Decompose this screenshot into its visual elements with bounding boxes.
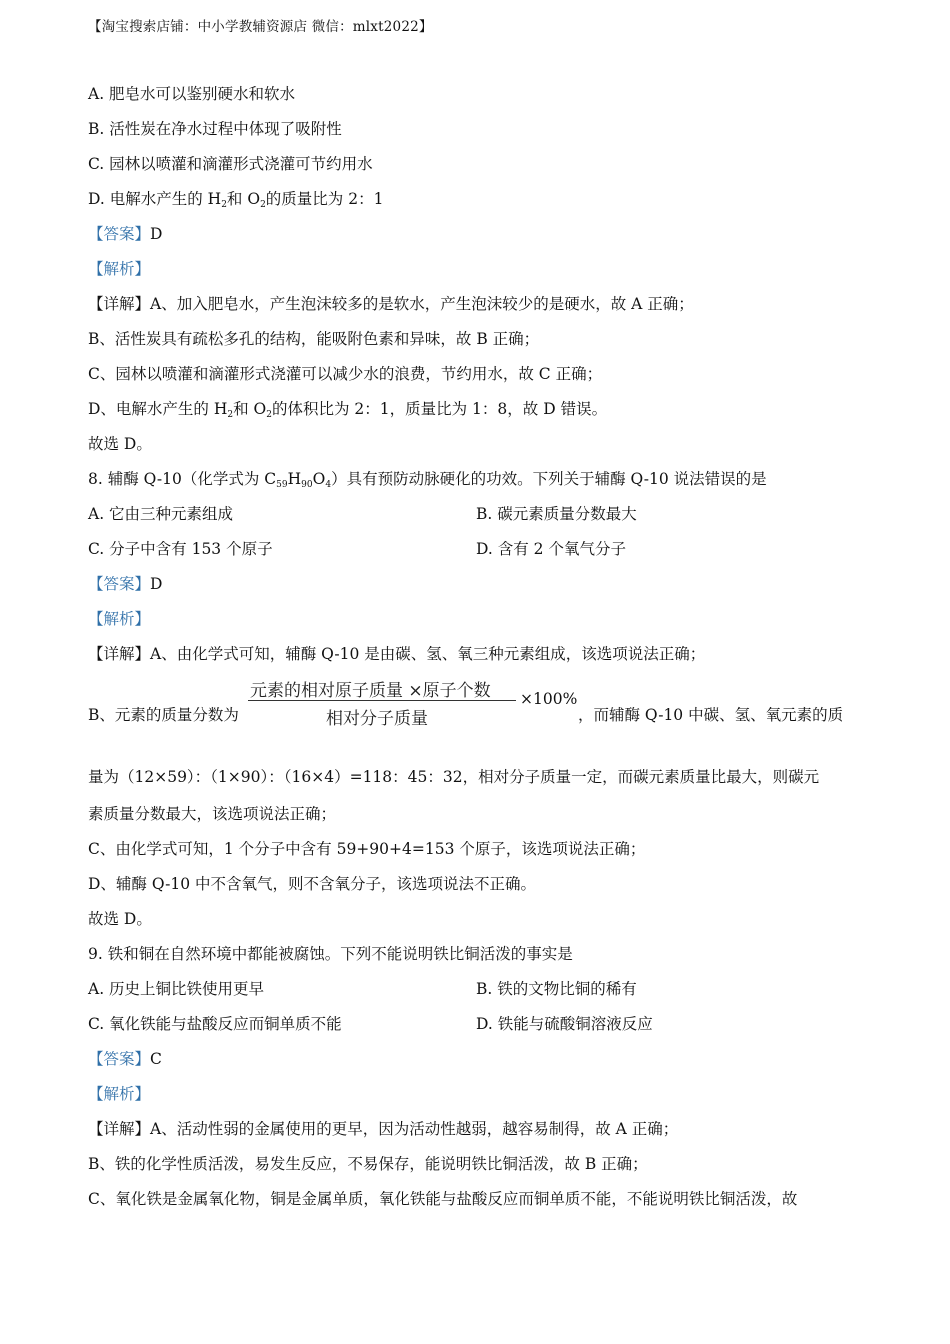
- page-header: 【淘宝搜索店铺：中小学教辅资源店 微信：mlxt2022】: [88, 19, 433, 35]
- q9-detail-b: B、铁的化学性质活泼，易发生反应，不易保存，能说明铁比铜活泼，故 B 正确；: [88, 1155, 648, 1173]
- q8-detail-b-cont1: 量为（12×59）：（1×90）：（16×4）=118：45：32，相对分子质量一定，而碳元素质量比最大，则碳元: [88, 768, 820, 786]
- q7-option-c: C. 园林以喷灌和滴灌形式浇灌可节约用水: [88, 155, 373, 173]
- q9-option-b: B. 铁的文物比铜的稀有: [476, 980, 637, 998]
- q8-detail-c: C、由化学式可知，1 个分子中含有 59+90+4=153 个原子，该选项说法正确；: [88, 840, 646, 858]
- q7-conclusion: 故选 D。: [88, 435, 152, 453]
- q9-option-a: A. 历史上铜比铁使用更早: [88, 980, 265, 998]
- q9-analysis-tag: 【解析】: [88, 1085, 151, 1103]
- q7-detail-a: 【详解】A、加入肥皂水，产生泡沫较多的是软水，产生泡沫较少的是硬水，故 A 正确；: [88, 295, 694, 313]
- q8-analysis-tag: 【解析】: [88, 610, 151, 628]
- q7-option-b: B. 活性炭在净水过程中体现了吸附性: [88, 120, 342, 138]
- answer-tag: 【答案】: [88, 225, 151, 243]
- q9-stem: 9. 铁和铜在自然环境中都能被腐蚀。下列不能说明铁比铜活泼的事实是: [88, 945, 573, 963]
- fraction-bar: [248, 700, 516, 701]
- q9-option-d: D. 铁能与硫酸铜溶液反应: [476, 1015, 653, 1033]
- q9-detail-c: C、氧化铁是金属氧化物，铜是金属单质，氧化铁能与盐酸反应而铜单质不能，不能说明铁比铜活泼，故: [88, 1190, 798, 1208]
- q7-option-a: A. 肥皂水可以鉴别硬水和软水: [88, 85, 296, 103]
- q7-option-d: D. 电解水产生的 $H_2$和 $O_2$的质量比为 2：1: [88, 190, 384, 210]
- q9-option-c: C. 氧化铁能与盐酸反应而铜单质不能: [88, 1015, 342, 1033]
- q8-option-a: A. 它由三种元素组成: [88, 505, 234, 523]
- detail-tag: 【详解】: [88, 645, 151, 663]
- q8-option-d: D. 含有 2 个氧气分子: [476, 540, 626, 558]
- q9-detail-a: 【详解】A、活动性弱的金属使用的更早，因为活动性越弱，越容易制得，故 A 正确；: [88, 1120, 679, 1138]
- q8-option-b: B. 碳元素质量分数最大: [476, 505, 637, 523]
- q8-detail-b-cont2: 素质量分数最大，该选项说法正确；: [88, 805, 337, 823]
- q7-analysis-tag: 【解析】: [88, 260, 151, 278]
- detail-tag: 【详解】: [88, 1120, 151, 1138]
- detail-tag: 【详解】: [88, 295, 151, 313]
- q9-answer: 【答案】C: [88, 1050, 162, 1068]
- q8-detail-b-suffix: ，而辅酶 Q-10 中碳、氢、氧元素的质: [578, 706, 844, 724]
- q8-option-c: C. 分子中含有 153 个原子: [88, 540, 273, 558]
- formula-times-100: ×100%: [520, 690, 578, 708]
- q8-stem: 8. 辅酶 Q-10（化学式为 $C_{59}H_{90}O_4$）具有预防动脉硬化的功效。下列关于辅酶 Q-10 说法错误的是: [88, 470, 767, 490]
- answer-tag: 【答案】: [88, 575, 151, 593]
- formula-denominator: 相对分子质量: [326, 709, 428, 729]
- q8-conclusion: 故选 D。: [88, 910, 152, 928]
- answer-tag: 【答案】: [88, 1050, 151, 1068]
- q8-answer: 【答案】D: [88, 575, 163, 593]
- q8-detail-d: D、辅酶 Q-10 中不含氧气，则不含氧分子，该选项说法不正确。: [88, 875, 537, 893]
- q8-detail-a: 【详解】A、由化学式可知，辅酶 Q-10 是由碳、氢、氧三种元素组成，该选项说法正确；: [88, 645, 706, 663]
- formula-numerator: 元素的相对原子质量 ×原子个数: [250, 681, 491, 701]
- q7-detail-b: B、活性炭具有疏松多孔的结构，能吸附色素和异味，故 B 正确；: [88, 330, 540, 348]
- q7-detail-d: D、电解水产生的 $H_2$和 $O_2$的体积比为 2：1，质量比为 1：8，故 D 错误。: [88, 400, 608, 420]
- q7-detail-c: C、园林以喷灌和滴灌形式浇灌可以减少水的浪费，节约用水，故 C 正确；: [88, 365, 603, 383]
- q7-answer: 【答案】D: [88, 225, 163, 243]
- q8-detail-b-prefix: B、元素的质量分数为: [88, 706, 239, 724]
